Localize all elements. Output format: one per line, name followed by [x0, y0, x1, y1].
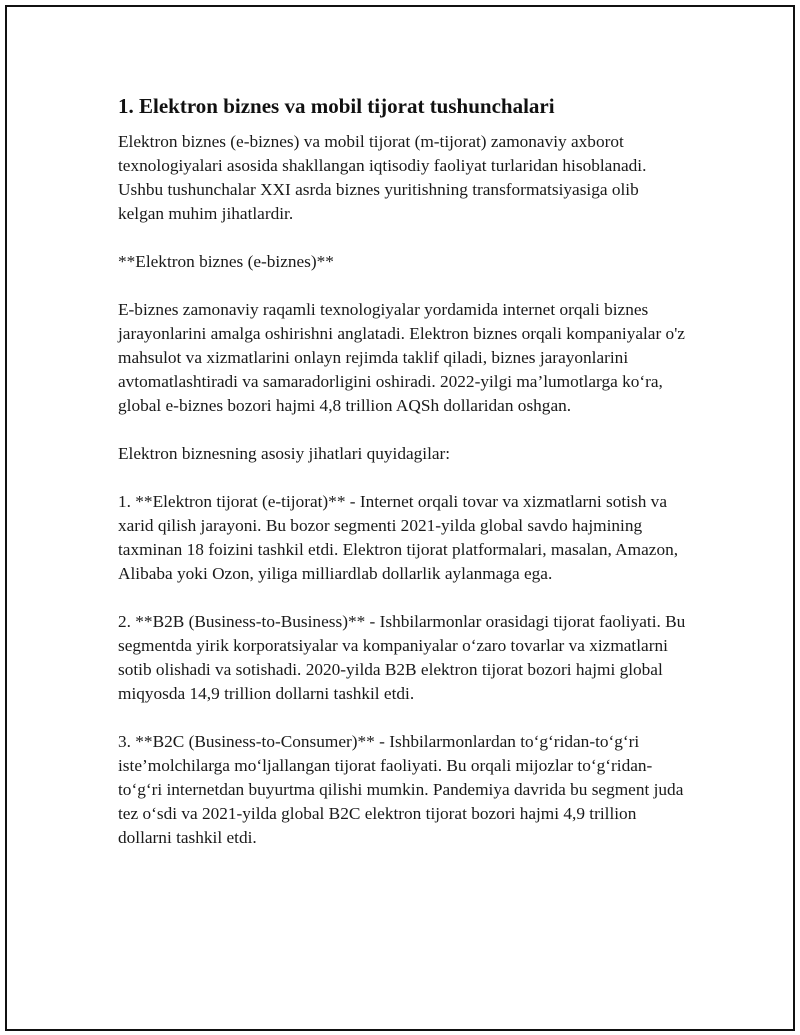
- list-item-b2c: 3. **B2C (Business-to-Consumer)** - Ishbilarmonlardan to‘g‘ridan-to‘g‘ri iste’molchilarga mo‘ljallangan tijorat faoliyati. Bu orqali mijozlar to‘g‘ridan-to‘g‘ri internetdan buyurtma qilishi mumkin. Pandemiya davrida bu segment juda tez o‘sdi va 2021-yilda global B2C elektron tijorat bozori hajmi 4,9 trillion dollarni tashkil etdi.: [118, 732, 684, 847]
- paragraph-subheading-ebiznes: **Elektron biznes (e-biznes)**: [118, 252, 334, 271]
- list-item-etijorat: 1. **Elektron tijorat (e-tijorat)** - Internet orqali tovar va xizmatlarni sotish va xarid qilish jarayoni. Bu bozor segmenti 2021-yilda global savdo hajmining taxminan 18 foizini tashkil etdi. Elektron tijorat platformalari, masalan, Amazon, Alibaba yoki Ozon, yiliga milliardlab dollarlik aylanmaga ega.: [118, 492, 679, 583]
- paragraph-aspects-intro: Elektron biznesning asosiy jihatlari quyidagilar:: [118, 444, 451, 463]
- paragraph-intro: Elektron biznes (e-biznes) va mobil tijorat (m-tijorat) zamonaviy axborot texnologiyalari asosida shakllangan iqtisodiy faoliyat turlaridan hisoblanadi. Ushbu tushunchalar XXI asrda biznes yuritishning transformatsiyasiga olib kelgan muhim jihatlardir.: [118, 132, 647, 223]
- document-body: [118, 92, 688, 874]
- section-heading: 1. Elektron biznes va mobil tijorat tushunchalari: [118, 94, 555, 118]
- paragraph-ebiznes-definition: E-biznes zamonaviy raqamli texnologiyalar yordamida internet orqali biznes jarayonlarini amalga oshirishni anglatadi. Elektron biznes orqali kompaniyalar o'z mahsulot va xizmatlarini onlayn rejimda taklif qiladi, biznes jarayonlarini avtomatlashtiradi va samaradorligini oshiradi. 2022-yilgi ma’lumotlarga ko‘ra, global e-biznes bozori hajmi 4,8 trillion AQSh dollaridan oshgan.: [118, 300, 685, 415]
- list-item-b2b: 2. **B2B (Business-to-Business)** - Ishbilarmonlar orasidagi tijorat faoliyati. Bu segmentda yirik korporatsiyalar va kompaniyalar o‘zaro tovarlar va xizmatlarni sotib olishadi va sotishadi. 2020-yilda B2B elektron tijorat bozori hajmi global miqyosda 14,9 trillion dollarni tashkil etdi.: [118, 612, 686, 703]
